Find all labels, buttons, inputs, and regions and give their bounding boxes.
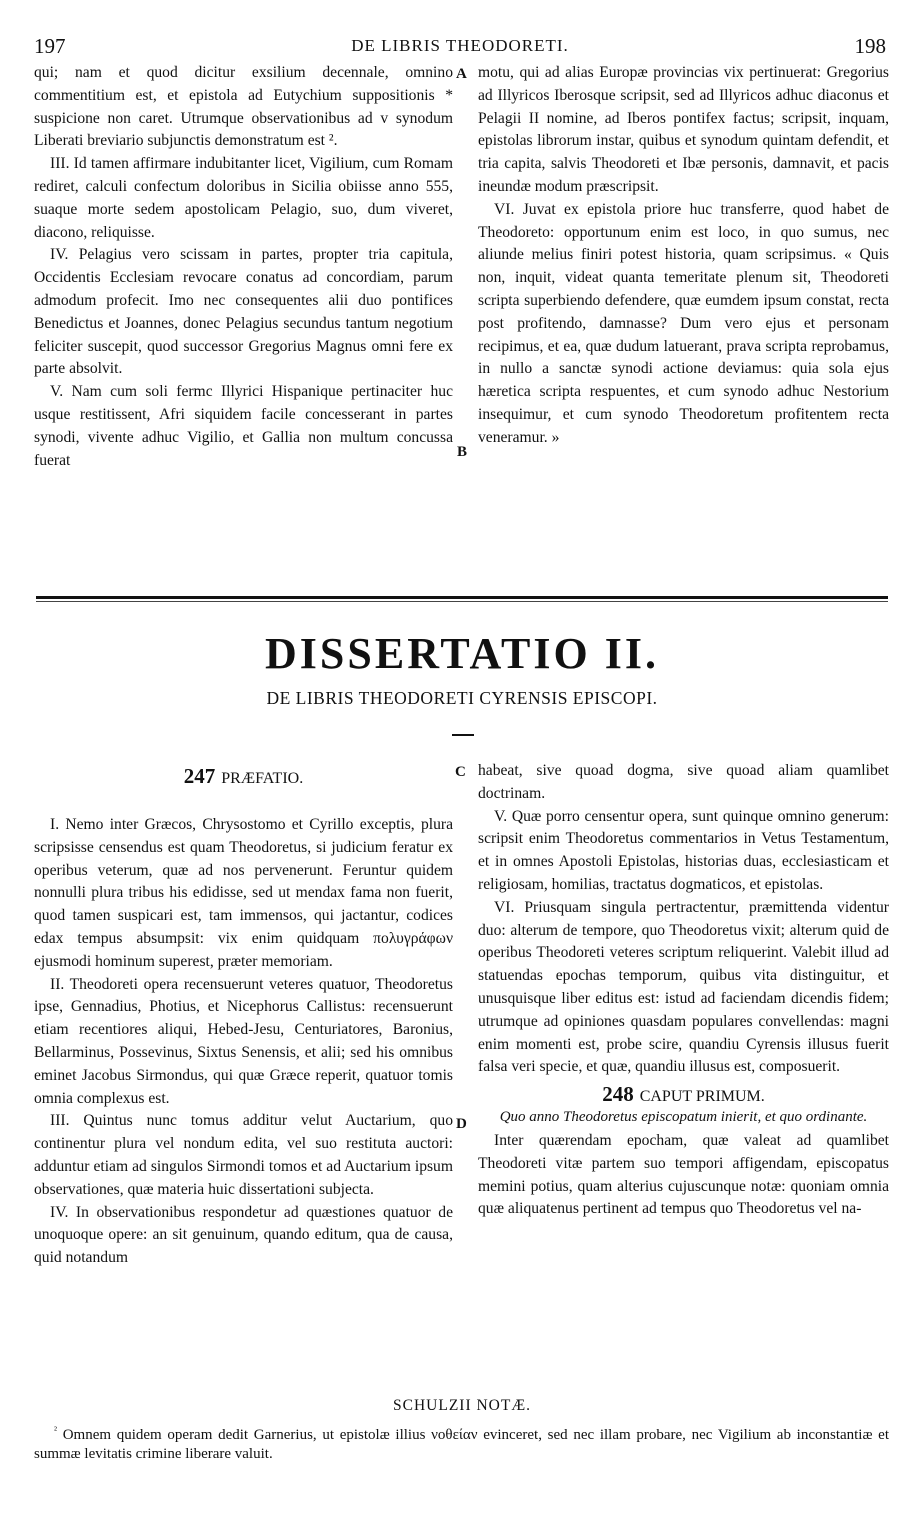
section-rule-thin xyxy=(36,601,888,602)
title-dash xyxy=(452,734,474,736)
section-rule xyxy=(36,596,888,599)
caput-paragraph: Inter quærendam epocham, quæ valeat ad quamlibet Theodoreti vitæ partem suo tempori affigendam, episcopatus memini potius, quam alterius cujuscunque notæ: quoniam omnia quæ aliquatenus pertinent ad tempus quo Theodoretus vel na- xyxy=(478,1131,889,1218)
page-number-left: 197 xyxy=(34,34,66,58)
caput-subtitle: Quo anno Theodoretus episcopatum inierit, et quo ordinante. xyxy=(499,1108,868,1125)
page-number-right: 198 xyxy=(854,34,886,58)
paragraph: VI. Juvat ex epistola priore huc transferre, quod habet de Theodoreto: opportunum enim est loco, in quo sumus, nec aliunde melius finiri potest historia, quam scripsimus. « Quis non, inquit, videat quanta temeritate plenum sit, Theodoreti scripta superbiendo defendere, quæ eumdem ipsum constat, recta post profitendo, damnasse? Dum vero ejus et personam recipimus, et ea, quæ dudum latuerant, prava scripta reprobamus, in nullo a sanctæ synodi actione deviamus: quia sola ejus hæretica scripta respuentes, et cum synodo adhuc Nestorium insequimur, et cum synodo Theodoretum profitentem recta veneramur. » xyxy=(478,200,889,446)
paragraph: V. Quæ porro censentur opera, sunt quinque omnino generum: scripsit enim Theodoretus commentarios in Vetus Testamentum, et in omnes Apostoli Epistolas, historias duas, ecclesiasticam et religiosam, homilias, tractatus dogmaticos, et epistolas. xyxy=(478,807,889,893)
footnote-text: Omnem quidem operam dedit Garnerius, ut epistolæ illius νοθείαν evinceret, sed nec illam probare, nec Vigilium ab inconstantiæ et summæ levitatis crimine liberare valuit. xyxy=(34,1427,889,1462)
top-left-column xyxy=(34,62,453,472)
prefatio-right-column xyxy=(478,760,889,1221)
paragraph: III. Quintus nunc tomus additur velut Auctarium, quo continentur plura vel nondum edita, vel suo restituta auctori: adduntur etiam ad singulos Sirmondi tomos et ad Auctarium ipsum observationes, quæ materia huic dissertationi subjecta. xyxy=(34,1112,453,1198)
footnote xyxy=(34,1421,889,1464)
paragraph: habeat, sive quoad dogma, sive quoad aliam quamlibet doctrinam. xyxy=(478,762,889,802)
paragraph: IV. In observationibus respondetur ad quæstiones quatuor de unoquoque opere: an sit genuinum, quando editum, qua de causa, quid notandum xyxy=(34,1203,453,1267)
running-title: DE LIBRIS THEODORETI. xyxy=(351,36,569,55)
running-head xyxy=(34,34,886,58)
paragraph: qui; nam et quod dicitur exsilium decennale, omnino commentitium est, et epistola ad Eutychium suppositionis * suspicione non caret. Utrumque observationibus ad v synodum Liberati breviario subjunctis demonstratum est ². xyxy=(34,64,453,150)
footnote-mark: ² xyxy=(54,1425,57,1436)
margin-letter-c: C xyxy=(455,764,466,780)
paragraph: III. Id tamen affirmare indubitanter licet, Vigilium, cum Romam rediret, calculi confectum doloribus in Sicilia obiisse anno 555, suaque morte sedem apostolicam Pelagio, suo, dum viveret, diacono, reliquisse. xyxy=(34,155,453,241)
notes-heading: SCHULZII NOTÆ. xyxy=(393,1397,531,1414)
paragraph: IV. Pelagius vero scissam in partes, propter tria capitula, Occidentis Ecclesiam revocare conatus ad concordiam, parum admodum profecit. Imo nec consequentes alii duo pontifices Benedictus et Joannes, donec Pelagius secundus tantum negotium feliciter suscepit, quod successor Gregorius Magnus omni fere ex parte absolvit. xyxy=(34,246,453,378)
marginal-number-247: 247 xyxy=(183,764,216,788)
paragraph: I. Nemo inter Græcos, Chrysostomo et Cyrillo exceptis, plura scripsisse censendus est quam Theodoretus, si judicium feratur ex operibus veterum, quæ ad nos pervenerunt. Feruntur quidem nonnulli plura tribus his edidisse, sed ut mendax fama non fuerit, quod tamen suspicari est, tam immensos, qui jactantur, codices edax tempus absumpsit: vix enim quidquam πολυγράφων ejusmodi hominum superest, præter memoriam. xyxy=(34,816,453,970)
caput-heading xyxy=(478,1083,889,1109)
margin-letter-d: D xyxy=(456,1116,467,1132)
dissertation-title: DISSERTATIO II. xyxy=(265,629,659,678)
paragraph: motu, qui ad alias Europæ provincias vix pertinuerat: Gregorius ad Illyricos Iberosque scripsit, sed ad Illyricos adhuc diaconus et Pelagii II nomine, ad Iberos pontifex factus; scripsit, inquam, epistolas librorum instar, quibus et synodum quintam defendit, et tria capita, salvis Theodoreti et Ibæ personis, damnavit, et pacis ineundæ modum præscripsit. xyxy=(478,64,889,195)
paragraph: VI. Priusquam singula pertractentur, præmittenda videntur duo: alterum de tempore, quo Theodoretus vixit; alterum quid de operibus Theodoreti veteres scriptum reliquerint. Valebit illud ad statuendas epochas temporum, quibus vita distinguitur, et unusquisque liber editus est: istud ad faciendam dicendis fidem; utrumque ad opiniones quasdam populares convellendas: magni enim momenti est, probe scire, quandiu Cyrensis illusus fuerit falsa veri specie, et quæ, quandiu illusus est, composuerit. xyxy=(478,898,889,1076)
dissertation-subtitle: DE LIBRIS THEODORETI CYRENSIS EPISCOPI. xyxy=(266,688,658,708)
caput-title: CAPUT PRIMUM. xyxy=(639,1088,765,1106)
marginal-number-248: 248 xyxy=(602,1082,634,1107)
prefatio-heading xyxy=(34,764,453,789)
prefatio-title: PRÆFATIO. xyxy=(221,770,304,787)
paragraph: II. Theodoreti opera recensuerunt veteres quatuor, Theodoretus ipse, Gennadius, Photius, et Nicephorus Callistus: recensuerunt etiam recentiores aliqui, Hebed-Jesu, Centuriatores, Baronius, Bellarminus, Possevinus, Sixtus Senensis, et alii; sed his omnibus eminet Jacobus Sirmondus, qui quæ Græce reperit, quatuor tomis omnia complexus est. xyxy=(34,975,453,1107)
top-right-column xyxy=(478,62,889,450)
margin-letter-b: B xyxy=(457,444,468,460)
prefatio-left-column xyxy=(34,814,453,1270)
paragraph: V. Nam cum soli fermc Illyrici Hispanique pertinaciter huc usque restitissent, Afri siquidem facile concesserant in partes synodi, vivente adhuc Vigilio, et Gallia non multum concussa fuerat xyxy=(34,383,453,469)
margin-letter-a: A xyxy=(456,66,467,82)
